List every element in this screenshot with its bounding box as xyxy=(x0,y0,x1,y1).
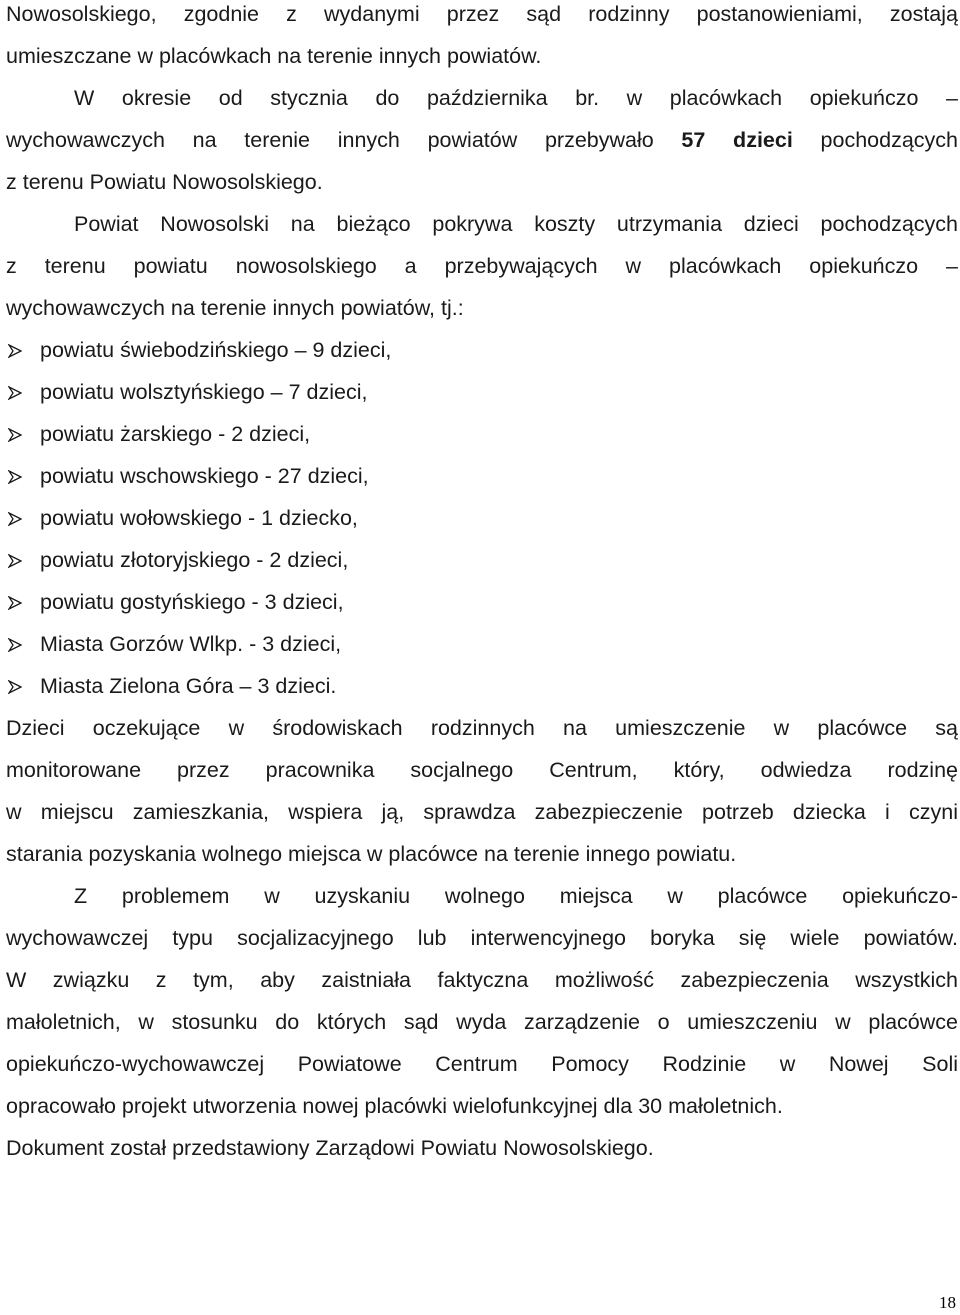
arrowhead-bullet-icon xyxy=(8,386,22,400)
text-segment: wychowawczych na terenie innych powiatów przebywało xyxy=(6,128,682,152)
text-segment: pochodzących xyxy=(792,128,958,152)
paragraph-1-line-3: z terenu Powiatu Nowosolskiego. xyxy=(6,170,323,194)
list-item-text: powiatu wschowskiego - 27 dzieci, xyxy=(40,464,369,488)
paragraph-4-line-7: Dokument został przedstawiony Zarządowi Powiatu Nowosolskiego. xyxy=(6,1136,654,1160)
paragraph-2-line-3: wychowawczych na terenie innych powiatów, tj.: xyxy=(6,296,464,320)
page-number: 18 xyxy=(939,1293,956,1312)
list-item-text: powiatu złotoryjskiego - 2 dzieci, xyxy=(40,548,349,572)
list-item-text: powiatu żarskiego - 2 dzieci, xyxy=(40,422,311,446)
arrowhead-bullet-icon xyxy=(8,428,22,442)
arrowhead-bullet-icon xyxy=(8,680,22,694)
paragraph-2-line-1: Powiat Nowosolski na bieżąco pokrywa koszty utrzymania dzieci pochodzących xyxy=(74,212,958,236)
arrowhead-bullet-icon xyxy=(8,596,22,610)
paragraph-3-line-3: w miejscu zamieszkania, wspiera ją, sprawdza zabezpieczenie potrzeb dziecka i czyni xyxy=(6,800,958,824)
list-item-text: Miasta Zielona Góra – 3 dzieci. xyxy=(40,674,337,698)
emphasis-count: 57 dzieci xyxy=(681,128,793,152)
paragraph-2-line-2: z terenu powiatu nowosolskiego a przebywających w placówkach opiekuńczo – xyxy=(6,254,958,278)
arrowhead-bullet-icon xyxy=(8,344,22,358)
paragraph-3-line-2: monitorowane przez pracownika socjalnego Centrum, który, odwiedza rodzinę xyxy=(6,758,958,782)
list-item-text: powiatu wolsztyńskiego – 7 dzieci, xyxy=(40,380,368,404)
paragraph-0-line-1: Nowosolskiego, zgodnie z wydanymi przez sąd rodzinny postanowieniami, zostają xyxy=(6,2,958,26)
list-item-text: powiatu gostyńskiego - 3 dzieci, xyxy=(40,590,344,614)
paragraph-4-line-4: małoletnich, w stosunku do których sąd wyda zarządzenie o umieszczeniu w placówce xyxy=(6,1010,958,1034)
paragraph-4-line-2: wychowawczej typu socjalizacyjnego lub interwencyjnego boryka się wiele powiatów. xyxy=(6,926,958,950)
list-item-text: Miasta Gorzów Wlkp. - 3 dzieci, xyxy=(40,632,342,656)
arrowhead-bullet-icon xyxy=(8,638,22,652)
paragraph-3-line-4: starania pozyskania wolnego miejsca w placówce na terenie innego powiatu. xyxy=(6,842,737,866)
paragraph-1-line-2 xyxy=(6,126,958,154)
paragraph-1-line-1: W okresie od stycznia do października br. w placówkach opiekuńczo – xyxy=(74,86,958,110)
arrowhead-bullet-icon xyxy=(8,512,22,526)
list-item-text: powiatu świebodzińskiego – 9 dzieci, xyxy=(40,338,392,362)
paragraph-4-line-1: Z problemem w uzyskaniu wolnego miejsca w placówce opiekuńczo- xyxy=(74,884,958,908)
paragraph-0-line-2: umieszczane w placówkach na terenie innych powiatów. xyxy=(6,44,542,68)
arrowhead-bullet-icon xyxy=(8,470,22,484)
paragraph-4-line-5: opiekuńczo-wychowawczej Powiatowe Centrum Pomocy Rodzinie w Nowej Soli xyxy=(6,1052,958,1076)
arrowhead-bullet-icon xyxy=(8,554,22,568)
paragraph-4-line-3: W związku z tym, aby zaistniała faktyczna możliwość zabezpieczenia wszystkich xyxy=(6,968,958,992)
paragraph-4-line-6: opracowało projekt utworzenia nowej placówki wielofunkcyjnej dla 30 małoletnich. xyxy=(6,1094,783,1118)
list-item-text: powiatu wołowskiego - 1 dziecko, xyxy=(40,506,358,530)
paragraph-3-line-1: Dzieci oczekujące w środowiskach rodzinnych na umieszczenie w placówce są xyxy=(6,716,958,740)
